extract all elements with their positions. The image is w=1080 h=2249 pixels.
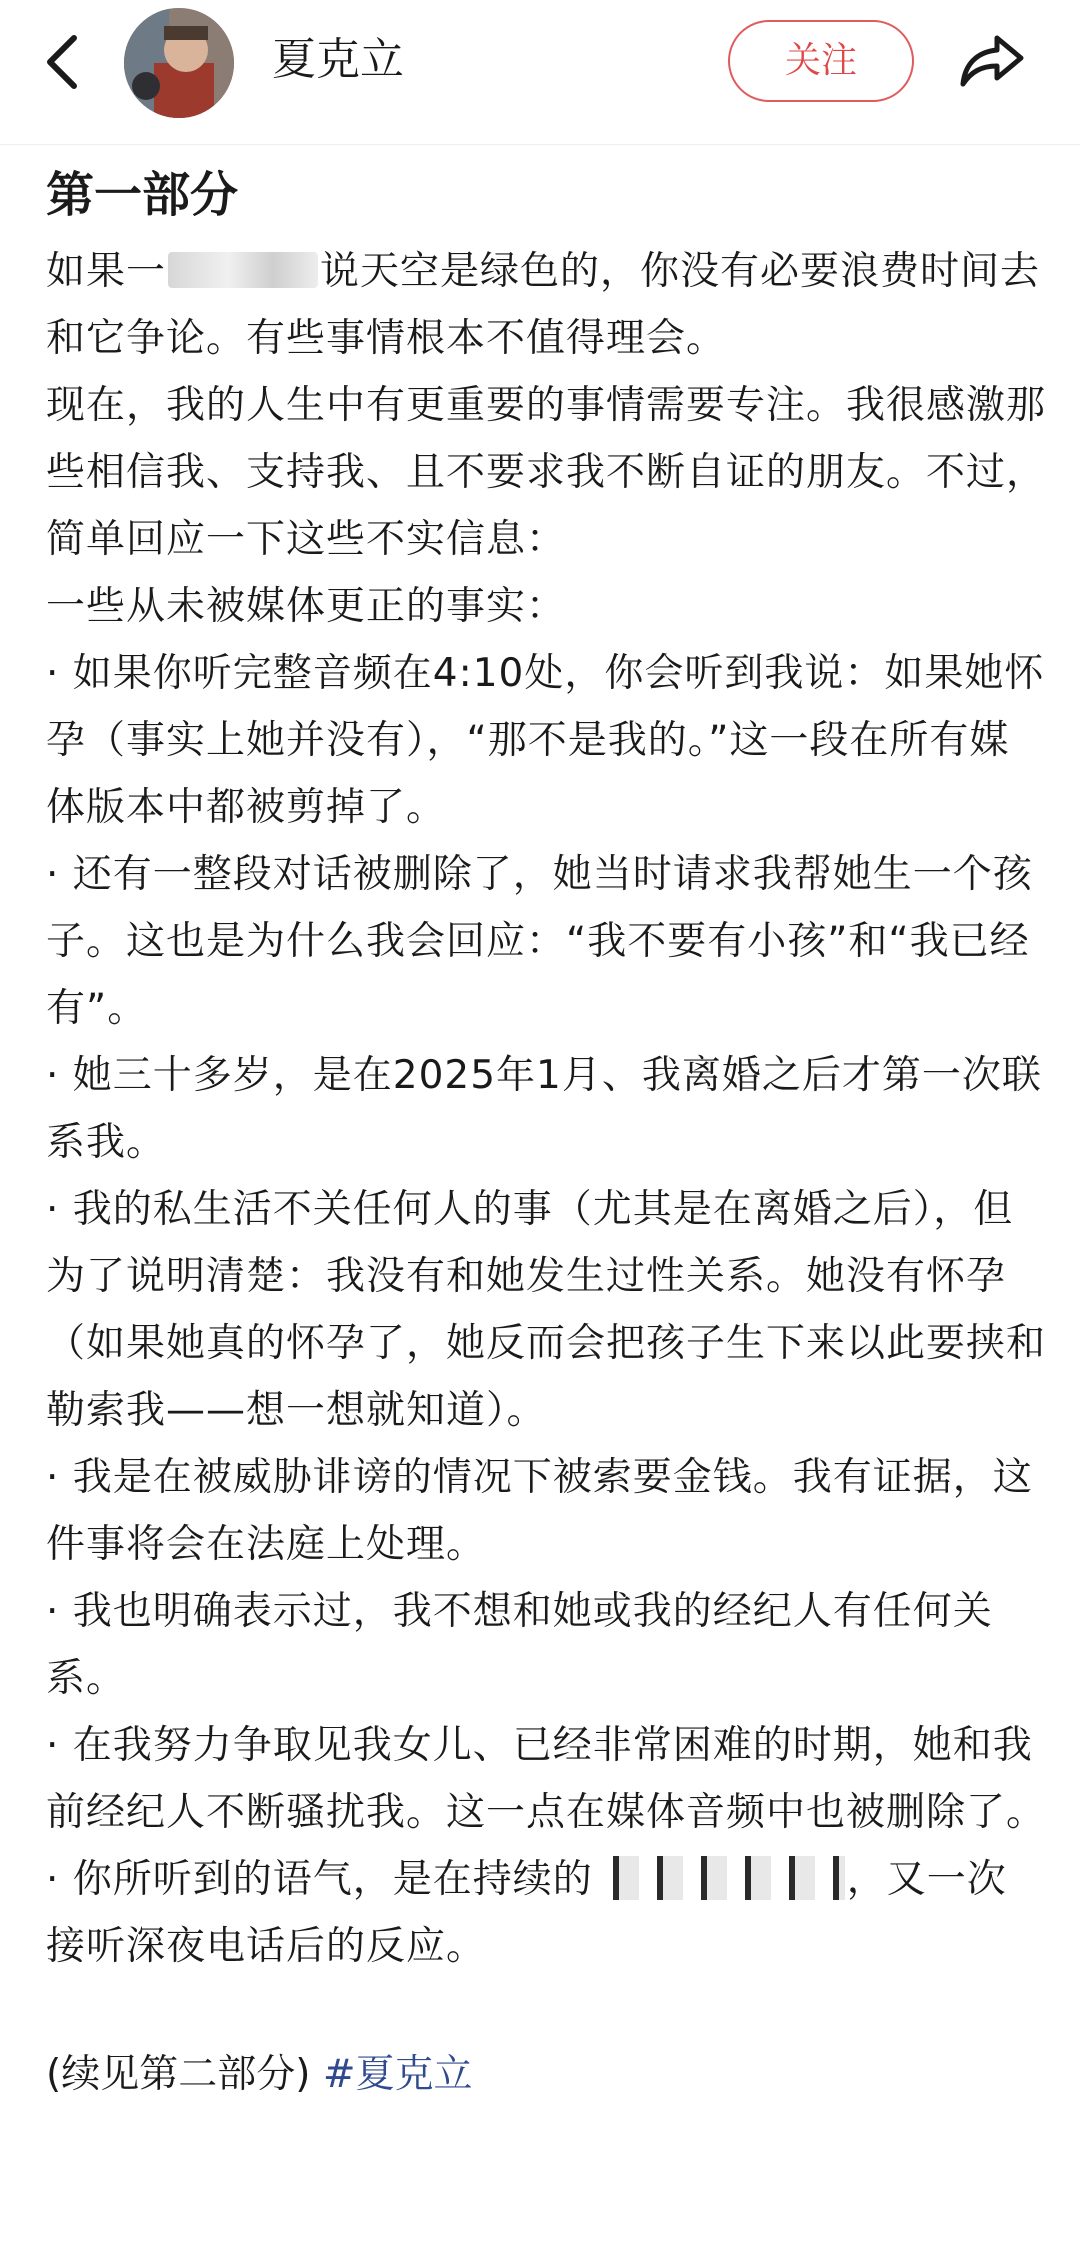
share-arrow-icon (957, 30, 1027, 90)
back-button[interactable] (30, 22, 94, 102)
bullet-item-7: · 在我努力争取见我女儿、已经非常困难的时期，她和我前经纪人不断骚扰我。这一点在媒体音频中也被删除了。 (46, 1723, 1047, 1835)
bullet-item-4: · 我的私生活不关任何人的事（尤其是在离婚之后），但为了说明清楚：我没有和她发生过性关系。她没有怀孕（如果她真的怀孕了，她反而会把孩子生下来以此要挟和勒索我——想一想就知道）。 (46, 1187, 1047, 1433)
bullet-item-5: · 我是在被威胁诽谤的情况下被索要金钱。我有证据，这件事将会在法庭上处理。 (46, 1455, 1033, 1567)
avatar-image (124, 8, 234, 118)
blurred-redaction (168, 252, 318, 288)
bullet-item-1: · 如果你听完整音频在4:10处，你会听到我说：如果她怀孕（事实上她并没有），“那不是我的。”这一段在所有媒体版本中都被剪掉了。 (46, 651, 1045, 830)
hashtag-link[interactable]: #夏克立 (322, 2052, 473, 2097)
paragraph-1-start: 如果一 (46, 249, 167, 294)
section-title: 第一部分 (46, 167, 239, 223)
author-name[interactable]: 夏克立 (272, 34, 404, 85)
author-avatar[interactable] (124, 8, 234, 118)
share-button[interactable] (952, 20, 1032, 100)
paragraph-1 (46, 238, 1046, 372)
paragraph-1-rest: 说天空是绿色的，你没有必要浪费时间去和它争论。有些事情根本不值得理会。 (46, 249, 1041, 361)
article-footer (46, 2045, 1046, 2105)
bullet-item-8-start: · 你所听到的语气，是在持续的 (46, 1857, 593, 1902)
pixelated-redaction (595, 1856, 845, 1900)
follow-button[interactable]: 关注 (728, 20, 914, 102)
chevron-left-icon (42, 32, 82, 92)
top-bar (0, 0, 1080, 145)
continued-note: (续见第二部分) (46, 2052, 311, 2097)
paragraph-2: 现在，我的人生中有更重要的事情需要专注。我很感激那些相信我、支持我、且不要求我不断自证的朋友。不过，简单回应一下这些不实信息： (46, 383, 1047, 562)
bullet-item-2: · 还有一整段对话被删除了，她当时请求我帮她生一个孩子。这也是为什么我会回应：“我不要有小孩”和“我已经有”。 (46, 852, 1033, 1031)
bullet-item-8 (46, 1846, 1046, 1980)
article-body (46, 160, 1046, 2105)
bullet-item-8-rest: ，又一次接听深夜电话后的反应。 (46, 1857, 1007, 1969)
bullet-item-3: · 她三十多岁，是在2025年1月、我离婚之后才第一次联系我。 (46, 1053, 1042, 1165)
paragraph-3: 一些从未被媒体更正的事实： (46, 584, 567, 629)
bullet-item-6: · 我也明确表示过，我不想和她或我的经纪人有任何关系。 (46, 1589, 993, 1701)
